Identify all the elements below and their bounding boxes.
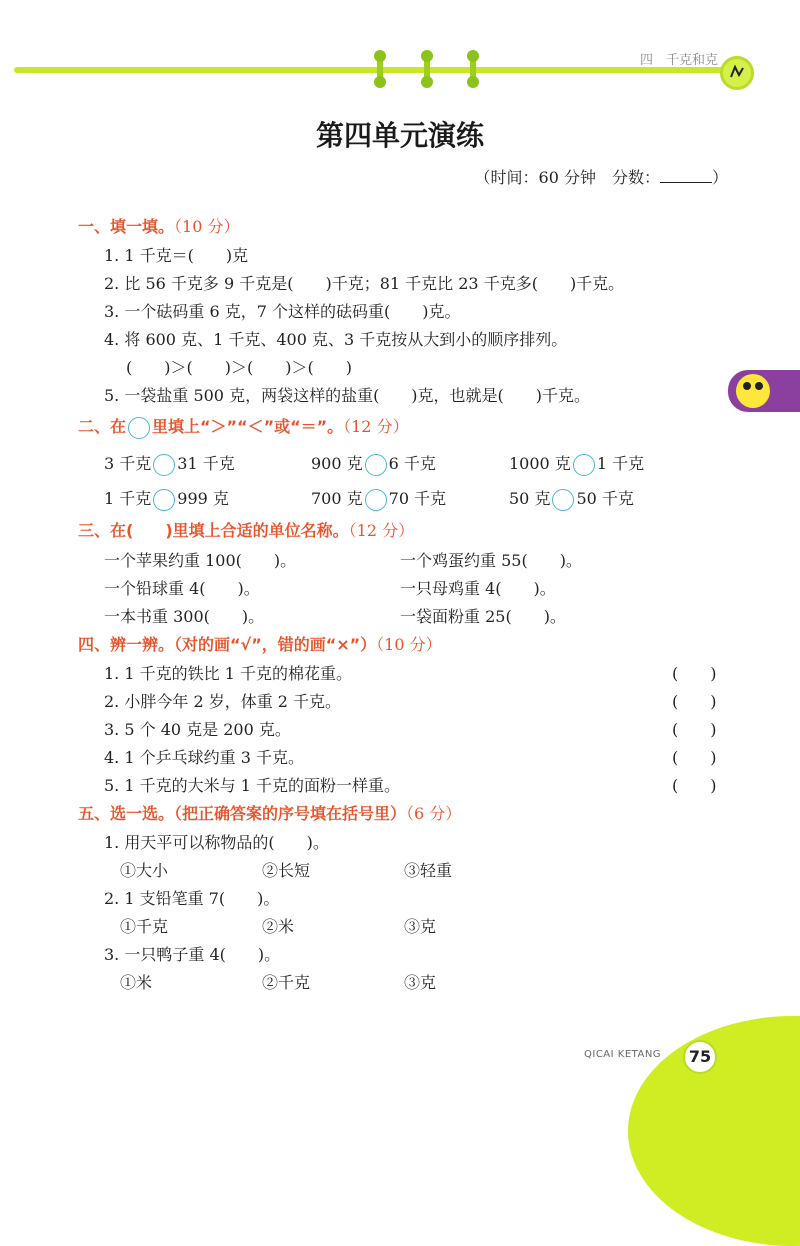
compare-left: 1 千克 [104,489,152,508]
unit-item: 一个苹果约重 100( )。 [104,551,297,570]
compare-circle[interactable] [153,489,175,511]
unit-item: 一个铅球重 4( )。 [104,579,260,598]
compare-right: 999 克 [177,489,229,508]
choice-option[interactable]: ①千克 [120,917,169,936]
compare-left: 50 克 [509,489,551,508]
circle-icon [128,417,150,439]
compare-item [311,486,446,511]
compare-left: 3 千克 [104,454,152,473]
s1-q2: 2. 比 56 千克多 9 千克是( )千克；81 千克比 23 千克多( )千克。 [104,274,625,293]
section-4-title: 四、辨一辨。（对的画“√”，错的画“×”） [78,635,377,654]
s1-q3: 3. 一个砝码重 6 克，7 个这样的砝码重( )克。 [104,302,461,321]
choice-option[interactable]: ①大小 [120,861,169,880]
section-3-title: 三、在( )里填上合适的单位名称。 [78,521,349,540]
s1-q4-order: ( )＞( )＞( )＞( ) [126,358,352,377]
judge-answer[interactable]: ( ) [672,664,717,683]
compare-circle[interactable] [365,454,387,476]
compare-circle[interactable] [153,454,175,476]
choice-option[interactable]: ②千克 [262,973,311,992]
compare-right: 1 千克 [596,454,645,473]
judge-item: 2. 小胖今年 2 岁，体重 2 千克。 [104,692,342,711]
header-rule [14,67,730,73]
s1-q4: 4. 将 600 克、1 千克、400 克、3 千克按从大到小的顺序排列。 [104,330,568,349]
unit-item: 一个鸡蛋约重 55( )。 [400,551,582,570]
compare-circle[interactable] [573,454,595,476]
frog-eye [755,382,763,390]
score-blank[interactable] [660,168,712,183]
binder-ring-icon [377,52,383,86]
section-5-score: （6 分） [406,804,462,823]
unit-item: 一袋面粉重 25( )。 [400,607,566,626]
exam-meta-suffix: ） [711,168,728,187]
binder-ring-icon [470,52,476,86]
judge-item: 1. 1 千克的铁比 1 千克的棉花重。 [104,664,352,683]
section-1-score: （10 分） [174,217,240,236]
section-1-heading [78,214,239,237]
s1-q1: 1. 1 千克＝( )克 [104,246,249,265]
brand-label: QICAI KETANG [584,1049,662,1060]
section-3-heading [78,518,414,541]
judge-item: 4. 1 个乒乓球约重 3 千克。 [104,748,304,767]
compare-item [509,451,644,476]
choice-option[interactable]: ③轻重 [404,861,453,880]
s1-q5: 5. 一袋盐重 500 克，两袋这样的盐重( )克，也就是( )千克。 [104,386,591,405]
chapter-label: 四 千克和克 [640,53,719,68]
section-5-heading [78,801,461,824]
choice-question: 1. 用天平可以称物品的( )。 [104,833,329,852]
frog-icon [736,374,770,408]
choice-question: 2. 1 支铅笔重 7( )。 [104,889,280,908]
frog-eye [743,382,751,390]
unit-item: 一只母鸡重 4( )。 [400,579,556,598]
compare-left: 900 克 [311,454,363,473]
section-4-heading [78,632,442,655]
page-title: 第四单元演练 [315,119,484,152]
choice-option[interactable]: ③克 [404,917,437,936]
compare-right: 6 千克 [388,454,436,473]
binder-ring-icon [424,52,430,86]
compare-item [104,451,235,476]
compare-left: 1000 克 [509,454,571,473]
compare-circle[interactable] [552,489,574,511]
compare-item [311,451,436,476]
exam-meta [475,165,728,188]
compare-circle[interactable] [365,489,387,511]
section-2-score: （12 分） [343,417,409,436]
compare-right: 50 千克 [576,489,634,508]
judge-answer[interactable]: ( ) [672,776,717,795]
section-2-title-b: 里填上“＞”“＜”或“＝”。 [152,417,344,436]
section-1-title: 一、填一填。 [78,217,175,236]
choice-option[interactable]: ②米 [262,917,295,936]
section-4-score: （10 分） [376,635,442,654]
chapter-mascot-icon [720,56,754,90]
judge-answer[interactable]: ( ) [672,748,717,767]
judge-item: 5. 1 千克的大米与 1 千克的面粉一样重。 [104,776,400,795]
compare-item [509,486,634,511]
compare-item [104,486,229,511]
compare-right: 70 千克 [388,489,447,508]
compare-right: 31 千克 [177,454,235,473]
judge-item: 3. 5 个 40 克是 200 克。 [104,720,291,739]
choice-option[interactable]: ②长短 [262,861,311,880]
section-2-title-a: 二、在 [78,417,127,436]
compare-left: 700 克 [311,489,363,508]
choice-question: 3. 一只鸭子重 4( )。 [104,945,281,964]
section-2-heading [78,414,409,439]
choice-option[interactable]: ③克 [404,973,437,992]
choice-option[interactable]: ①米 [120,973,153,992]
exam-meta-prefix: （时间：60 分钟 分数： [474,168,660,187]
section-3-score: （12 分） [348,521,415,540]
judge-answer[interactable]: ( ) [672,720,717,739]
section-5-title: 五、选一选。（把正确答案的序号填在括号里） [78,804,407,823]
page-number: 75 [683,1040,717,1074]
judge-answer[interactable]: ( ) [672,692,717,711]
unit-item: 一本书重 300( )。 [104,607,265,626]
